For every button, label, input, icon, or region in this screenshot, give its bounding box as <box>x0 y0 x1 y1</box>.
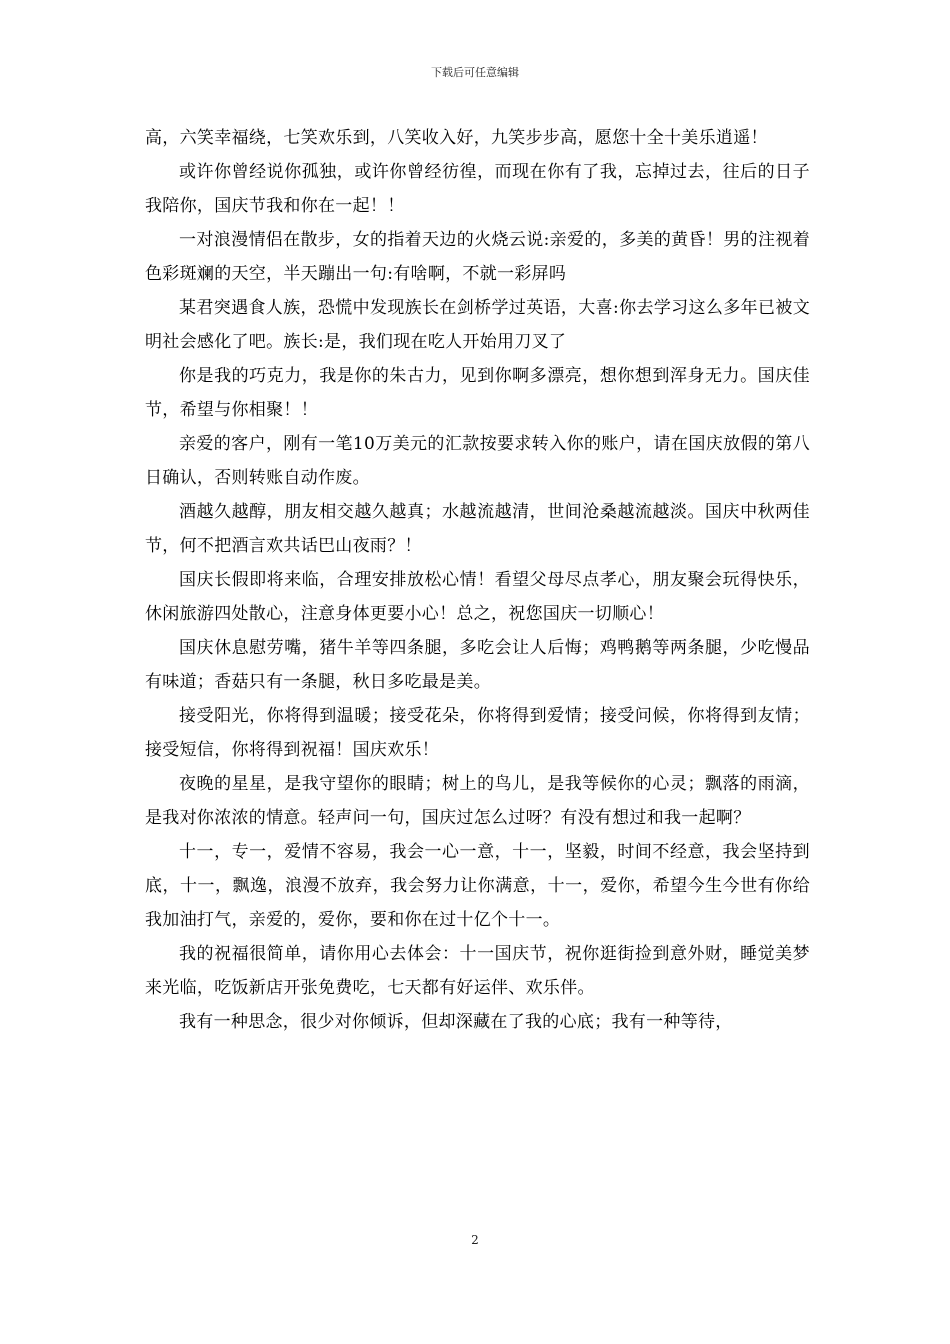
paragraph: 十一，专一，爱情不容易，我会一心一意，十一，坚毅，时间不经意，我会坚持到底，十一，飘逸，浪漫不放弃，我会努力让你满意，十一，爱你，希望今生今世有你给我加油打气，亲爱的，爱你，要和你在过十亿个十一。 <box>145 842 810 930</box>
page-number: 2 <box>471 1233 479 1247</box>
document-body <box>145 121 810 1039</box>
paragraph: 国庆长假即将来临，合理安排放松心情！看望父母尽点孝心，朋友聚会玩得快乐，休闲旅游四处散心，注意身体更要小心！总之，祝您国庆一切顺心！ <box>145 570 810 624</box>
paragraph: 某君突遇食人族，恐慌中发现族长在剑桥学过英语，大喜:你去学习这么多年已被文明社会感化了吧。族长:是，我们现在吃人开始用刀叉了 <box>145 298 810 352</box>
paragraph: 夜晚的星星，是我守望你的眼睛；树上的鸟儿，是我等候你的心灵；飘落的雨滴，是我对你浓浓的情意。轻声问一句，国庆过怎么过呀？有没有想过和我一起啊？ <box>145 774 810 828</box>
paragraph: 高，六笑幸福绕，七笑欢乐到，八笑收入好，九笑步步高，愿您十全十美乐逍遥！ <box>145 128 768 148</box>
paragraph: 接受阳光，你将得到温暖；接受花朵，你将得到爱情；接受问候，你将得到友情；接受短信，你将得到祝福！国庆欢乐！ <box>145 706 810 760</box>
page-header: 下载后可任意编辑 <box>431 66 519 79</box>
paragraph: 亲爱的客户，刚有一笔10万美元的汇款按要求转入你的账户，请在国庆放假的第八日确认，否则转账自动作废。 <box>145 434 810 488</box>
paragraph: 你是我的巧克力，我是你的朱古力，见到你啊多漂亮，想你想到浑身无力。国庆佳节，希望与你相聚！！ <box>145 366 810 420</box>
paragraph: 国庆休息慰劳嘴，猪牛羊等四条腿，多吃会让人后悔；鸡鸭鹅等两条腿，少吃慢品有味道；香菇只有一条腿，秋日多吃最是美。 <box>145 638 810 692</box>
paragraph: 酒越久越醇，朋友相交越久越真；水越流越清，世间沧桑越流越淡。国庆中秋两佳节，何不把酒言欢共话巴山夜雨？！ <box>145 502 810 556</box>
paragraph: 我有一种思念，很少对你倾诉，但却深藏在了我的心底；我有一种等待， <box>179 1012 733 1032</box>
paragraph: 一对浪漫情侣在散步，女的指着天边的火烧云说:亲爱的，多美的黄昏！男的注视着色彩斑斓的天空，半天蹦出一句:有啥啊，不就一彩屏吗 <box>145 230 810 284</box>
paragraph: 或许你曾经说你孤独，或许你曾经彷徨，而现在你有了我，忘掉过去，往后的日子我陪你，国庆节我和你在一起！！ <box>145 162 810 216</box>
paragraph: 我的祝福很简单，请你用心去体会：十一国庆节，祝你逛街捡到意外财，睡觉美梦来光临，吃饭新店开张免费吃，七天都有好运伴、欢乐伴。 <box>145 944 810 998</box>
